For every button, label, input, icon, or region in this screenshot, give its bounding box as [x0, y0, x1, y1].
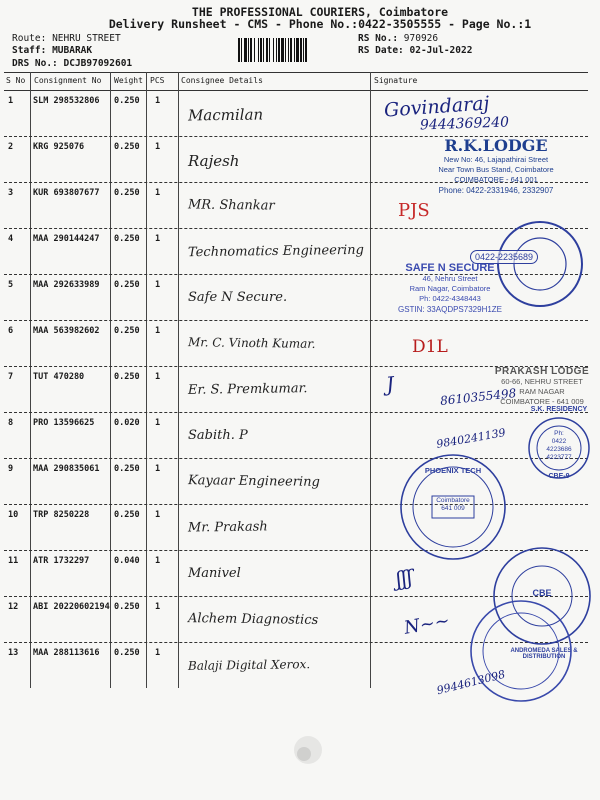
row-sno: 12: [8, 602, 19, 612]
row-pcs: 1: [155, 142, 161, 152]
phoenix-stamp-title: PHOENIX TECH: [424, 466, 482, 475]
row-divider: [4, 274, 588, 275]
row-consignment-no: MAA 290144247: [33, 234, 100, 244]
barcode-bar: [303, 38, 304, 62]
signature-3: PJS: [398, 200, 430, 221]
rs-no-line: [358, 33, 438, 44]
col-pcs-header: PCS: [150, 76, 165, 85]
row-weight: 0.250: [114, 326, 140, 336]
scan-smudge: [288, 730, 328, 770]
row-divider: [4, 228, 588, 229]
col-sno-header: S No: [6, 76, 26, 85]
rs-date-line: [358, 45, 472, 56]
row-consignment-no: MAA 563982602: [33, 326, 100, 336]
row-sno: 7: [8, 372, 14, 382]
route-line: [12, 33, 121, 44]
phoenix-stamp-pin: 641 009: [441, 505, 465, 512]
row-divider: [4, 136, 588, 137]
andromeda-stamp-cbe: CBE: [532, 588, 552, 598]
safe-stamp-gst: GSTIN: 33AQDPS7329H1ZE: [397, 305, 503, 314]
row-consignment-no: MAA 288113616: [33, 648, 100, 658]
rk-lodge-phone: Phone: 0422-2331946, 2332907: [438, 186, 554, 195]
rk-lodge-line3: COIMBATORE - 641 001: [454, 175, 538, 184]
row-consignee: Sabith. P: [188, 428, 248, 443]
rs-no-value: 970926: [403, 33, 439, 44]
staff-line: [12, 45, 92, 56]
signature-11: ʃʃʃ: [394, 564, 414, 592]
signature-13-phone: 9944613098: [435, 667, 507, 698]
row-divider: [4, 550, 588, 551]
table-header-row: [6, 76, 600, 90]
row-consignment-no: MAA 290835061: [33, 464, 100, 474]
row-pcs: 1: [155, 188, 161, 198]
row-consignment-no: ATR 1732297: [33, 556, 90, 566]
barcode-bar: [258, 38, 259, 62]
row-consignment-no: ABI 20220602194: [33, 602, 110, 612]
barcode-bar: [294, 38, 295, 62]
staff-label: Staff:: [12, 45, 47, 56]
row-weight: 0.250: [114, 372, 140, 382]
barcode-bar: [296, 38, 299, 62]
row-consignee: Mr. Prakash: [187, 519, 268, 536]
row-divider: [4, 182, 588, 183]
col-weight-header: Weight: [114, 76, 143, 85]
row-sno: 8: [8, 418, 14, 428]
prakash-stamp-title: PRAKASH LODGE: [494, 366, 590, 377]
barcode-bar: [276, 38, 277, 62]
rk-lodge-stamp: [408, 136, 584, 197]
signature-12: N~~: [402, 610, 452, 639]
barcode-bar: [250, 38, 252, 62]
row-weight: 0.250: [114, 234, 140, 244]
row-consignment-no: KUR 693807677: [33, 188, 100, 198]
row-weight: 0.250: [114, 96, 140, 106]
safe-stamp-line1: 46, Nehru Street: [422, 274, 478, 283]
rk-lodge-line2: Near Town Bus Stand, Coimbatore: [438, 165, 554, 174]
row-pcs: 1: [155, 556, 161, 566]
barcode-bar: [290, 38, 292, 62]
row-divider: [4, 504, 588, 505]
signature-1: Govindaraj: [383, 92, 491, 122]
rk-lodge-line1: New No: 46, Lajapathirai Street: [443, 155, 549, 164]
sk-residency-stamp: [527, 416, 591, 480]
row-pcs: 1: [155, 96, 161, 106]
row-consignee: Mr. C. Vinoth Kumar.: [187, 335, 316, 351]
row-pcs: 1: [155, 372, 161, 382]
safe-stamp-line2: Ram Nagar, Coimbatore: [409, 284, 491, 293]
andromeda-stamp-name: ANDROMEDA SALES & DISTRIBUTION: [510, 648, 578, 660]
barcode-bar: [238, 38, 240, 62]
row-divider: [4, 412, 588, 413]
rk-lodge-title: R.K.LODGE: [444, 136, 548, 155]
row-sno: 6: [8, 326, 14, 336]
technomatics-stamp: [492, 216, 588, 312]
barcode-bar: [254, 38, 255, 62]
row-consignee: Technomatics Engineering: [187, 242, 365, 261]
barcode-bar: [288, 38, 289, 62]
row-weight: 0.250: [114, 510, 140, 520]
row-consignment-no: KRG 925076: [33, 142, 85, 152]
rs-date-label: RS Date:: [358, 45, 404, 56]
row-pcs: 1: [155, 510, 161, 520]
signature-1-phone: 9444369240: [419, 114, 510, 134]
drs-value: DCJB97092601: [63, 58, 133, 69]
row-consignee: MR. Shankar: [187, 197, 275, 214]
row-consignment-no: SLM 298532806: [33, 96, 100, 106]
barcode-bar: [278, 38, 280, 62]
sk-stamp-ph-label: Ph:: [554, 430, 564, 437]
barcode-bar: [241, 38, 242, 62]
row-pcs: 1: [155, 648, 161, 658]
safe-stamp-phone: Ph: 0422-4348443: [419, 294, 481, 303]
safe-n-secure-stamp: [390, 262, 510, 315]
barcode-bar: [244, 38, 247, 62]
barcode-bar: [260, 38, 262, 62]
company-title: THE PROFESSIONAL COURIERS, Coimbatore: [191, 5, 449, 19]
phoenix-stamp-address: [430, 497, 476, 513]
row-pcs: 1: [155, 418, 161, 428]
row-divider: [4, 642, 588, 643]
row-consignment-no: MAA 292633989: [33, 280, 100, 290]
staff-value: MUBARAK: [52, 45, 93, 56]
sk-stamp-ph1: 0422: [551, 438, 567, 445]
prakash-stamp-line1: 60-66, NEHRU STREET: [501, 377, 583, 386]
row-consignee: Macmilan: [187, 105, 264, 125]
sk-stamp-title: S.K. RESIDENCY: [530, 406, 588, 413]
row-pcs: 1: [155, 326, 161, 336]
drs-label: DRS No.:: [12, 58, 58, 69]
technomatics-phone: 0422-2235689: [470, 250, 538, 264]
row-sno: 11: [8, 556, 19, 566]
signature-7-initial: J: [384, 371, 396, 397]
row-consignee: Er. S. Premkumar.: [187, 381, 308, 398]
row-consignee: Rajesh: [188, 152, 240, 170]
barcode-image: [238, 38, 348, 62]
barcode-bar: [305, 38, 307, 62]
row-weight: 0.040: [114, 556, 140, 566]
row-sno: 3: [8, 188, 14, 198]
safe-stamp-title: SAFE N SECURE: [405, 262, 495, 274]
rs-date-value: 02-Jul-2022: [409, 45, 473, 56]
row-consignment-no: TUT 470280: [33, 372, 85, 382]
runsheet-subtitle: Delivery Runsheet - CMS - Phone No.:0422-3505555 - Page No.:1: [108, 17, 532, 31]
row-divider: [4, 596, 588, 597]
row-weight: 0.250: [114, 142, 140, 152]
route-value: NEHRU STREET: [52, 33, 121, 44]
signature-6: D1L: [412, 337, 448, 357]
barcode-bar: [263, 38, 264, 62]
col-consignment-header: Consignment No: [34, 76, 102, 85]
barcode-bar: [266, 38, 268, 62]
sk-stamp-ph2: 4223686: [546, 446, 572, 453]
barcode-bar: [281, 38, 284, 62]
row-pcs: 1: [155, 234, 161, 244]
row-consignee: Manivel: [188, 566, 241, 581]
row-sno: 13: [8, 648, 19, 658]
row-sno: 5: [8, 280, 14, 290]
table-top-border: [4, 72, 588, 73]
rs-no-label: RS No.:: [358, 33, 399, 44]
row-sno: 2: [8, 142, 14, 152]
row-divider: [4, 458, 588, 459]
alchem-diagnostics-stamp: [466, 596, 576, 706]
row-weight: 0.250: [114, 648, 140, 658]
route-label: Route:: [12, 33, 47, 44]
sk-stamp-city: CBE-9: [548, 473, 570, 480]
row-divider: [4, 320, 588, 321]
row-weight: 0.020: [114, 418, 140, 428]
signature-8-phone: 9840241139: [435, 426, 507, 451]
barcode-bar: [248, 38, 249, 62]
row-pcs: 1: [155, 602, 161, 612]
prakash-stamp-line2: RAM NAGAR: [519, 387, 565, 396]
row-weight: 0.250: [114, 188, 140, 198]
row-consignment-no: TRP 8250228: [33, 510, 90, 520]
row-sno: 1: [8, 96, 14, 106]
barcode-bar: [269, 38, 270, 62]
col-signature-header: Signature: [374, 76, 418, 85]
row-consignment-no: PRO 13596625: [33, 418, 95, 428]
col-consignee-header: Consignee Details: [181, 76, 263, 85]
row-pcs: 1: [155, 464, 161, 474]
row-sno: 9: [8, 464, 14, 474]
row-weight: 0.250: [114, 464, 140, 474]
row-weight: 0.250: [114, 280, 140, 290]
prakash-stamp-line3: COIMBATORE - 641 009: [500, 397, 584, 406]
row-weight: 0.250: [114, 602, 140, 612]
row-sno: 10: [8, 510, 19, 520]
barcode-bar: [300, 38, 302, 62]
row-divider: [4, 366, 588, 367]
barcode-bar: [273, 38, 274, 62]
phoenix-stamp-city: Coimbatore: [436, 497, 470, 504]
row-consignee: Kayaar Engineering: [187, 473, 320, 490]
signature-7-phone: 8610355498: [439, 386, 517, 408]
phoenix-tech-stamp: [398, 452, 508, 562]
barcode-bar: [285, 38, 286, 62]
row-consignee: Alchem Diagnostics: [187, 611, 319, 628]
row-pcs: 1: [155, 280, 161, 290]
row-sno: 4: [8, 234, 14, 244]
row-consignee: Safe N Secure.: [188, 290, 288, 305]
table-header-border: [4, 90, 588, 91]
row-consignee: Balaji Digital Xerox.: [187, 657, 311, 673]
drs-line: [12, 58, 132, 69]
sk-stamp-ph3: 4223777: [546, 454, 572, 461]
